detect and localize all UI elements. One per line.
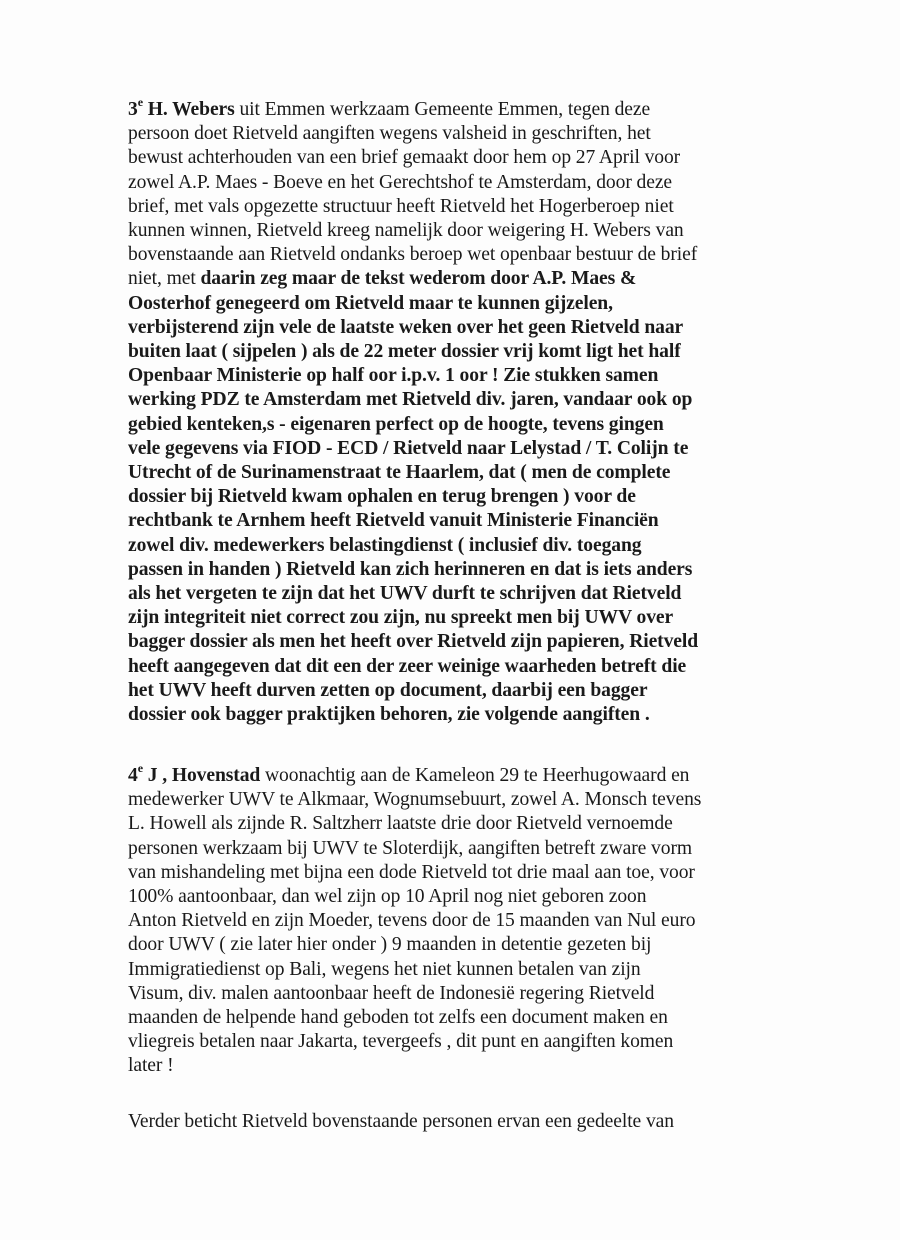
paragraph-line: medewerker UWV te Alkmaar, Wognumsebuurt, zowel A. Monsch tevens bbox=[128, 789, 702, 811]
bold-line: gebied kenteken,s - eigenaren perfect op de hoogte, tevens gingen bbox=[128, 413, 664, 435]
bold-line: Oosterhof genegeerd om Rietveld maar te kunnen gijzelen, bbox=[128, 292, 613, 314]
bold-text: daarin zeg maar de tekst wederom door A.P. Maes & bbox=[200, 268, 637, 290]
paragraph-line: van mishandeling met bijna een dode Rietveld tot drie maal aan toe, voor bbox=[128, 861, 695, 883]
bold-line: passen in handen ) Rietveld kan zich herinneren en dat is iets anders bbox=[128, 558, 693, 580]
paragraph-line: Anton Rietveld en zijn Moeder, tevens door de 15 maanden van Nul euro bbox=[128, 910, 696, 932]
bold-line: zowel div. medewerkers belastingdienst ( inclusief div. toegang bbox=[128, 534, 642, 556]
line-text: woonachtig aan de Kameleon 29 te Heerhugowaard en bbox=[260, 765, 690, 786]
paragraph-line: door UWV ( zie later hier onder ) 9 maanden in detentie gezeten bij bbox=[128, 934, 652, 956]
bold-line: als het vergeten te zijn dat het UWV durft te schrijven dat Rietveld bbox=[128, 583, 682, 605]
bold-line: het UWV heeft durven zetten op document, daarbij een bagger bbox=[128, 679, 648, 701]
paragraph-line: Immigratiedienst op Bali, wegens het niet kunnen betalen van zijn bbox=[128, 958, 641, 980]
paragraph-line: zowel A.P. Maes - Boeve en het Gerechtshof te Amsterdam, door deze bbox=[128, 171, 673, 193]
paragraph-verder bbox=[128, 1110, 768, 1134]
line-text: niet, met bbox=[128, 268, 201, 290]
person-name: J , Hovenstad bbox=[142, 765, 261, 786]
bold-line: buiten laat ( sijpelen ) als de 22 meter dossier vrij komt ligt het half bbox=[128, 341, 681, 363]
bold-line: Utrecht of de Surinamenstraat te Haarlem, dat ( men de complete bbox=[128, 462, 671, 484]
line-text: uit Emmen werkzaam Gemeente Emmen, tegen deze bbox=[234, 99, 651, 120]
paragraph-line: personen werkzaam bij UWV te Sloterdijk, aangiften betreft zware vorm bbox=[128, 837, 693, 859]
paragraph-line bbox=[128, 95, 768, 122]
bold-line: werking PDZ te Amsterdam met Rietveld div. jaren, vandaar ook op bbox=[128, 389, 693, 411]
bold-line: vele gegevens via FIOD - ECD / Rietveld naar Lelystad / T. Colijn te bbox=[128, 437, 689, 459]
ordinal-suffix: e bbox=[137, 761, 143, 775]
paragraph-line bbox=[128, 267, 768, 291]
paragraph-line: brief, met vals opgezette structuur heeft Rietveld het Hogerberoep niet bbox=[128, 195, 674, 217]
bold-line: Openbaar Ministerie op half oor i.p.v. 1 oor ! Zie stukken samen bbox=[128, 365, 659, 387]
paragraph-line: kunnen winnen, Rietveld kreeg namelijk door weigering H. Webers van bbox=[128, 220, 684, 242]
paragraph-line: Visum, div. malen aantoonbaar heeft de Indonesië regering Rietveld bbox=[128, 982, 655, 1004]
paragraph-4e-hovenstad bbox=[128, 761, 768, 1079]
paragraph-line: vliegreis betalen naar Jakarta, tevergeefs , dit punt en aangiften komen bbox=[128, 1031, 674, 1053]
person-name: H. Webers bbox=[147, 99, 235, 120]
ordinal-suffix: e bbox=[137, 95, 143, 109]
bold-line: rechtbank te Arnhem heeft Rietveld vanuit Ministerie Financiën bbox=[128, 510, 659, 532]
paragraph-number: 4 bbox=[128, 765, 138, 786]
bold-line: dossier bij Rietveld kwam ophalen en terug brengen ) voor de bbox=[128, 486, 636, 508]
paragraph-line: bovenstaande aan Rietveld ondanks beroep wet openbaar bestuur de brief bbox=[128, 244, 698, 266]
paragraph-line: persoon doet Rietveld aangiften wegens valsheid in geschriften, het bbox=[128, 123, 651, 145]
paragraph-line: bewust achterhouden van een brief gemaakt door hem op 27 April voor bbox=[128, 147, 681, 169]
paragraph-line: 100% aantoonbaar, dan wel zijn op 10 April nog niet geboren zoon bbox=[128, 886, 647, 908]
bold-line: verbijsterend zijn vele de laatste weken over het geen Rietveld naar bbox=[128, 316, 684, 338]
paragraph-line: maanden de helpende hand geboden tot zelfs een document maken en bbox=[128, 1007, 668, 1029]
bold-line: heeft aangegeven dat dit een der zeer weinige waarheden betreft die bbox=[128, 655, 687, 677]
paragraph-line: later ! bbox=[128, 1055, 174, 1077]
paragraph-number: 3 bbox=[128, 99, 138, 120]
paragraph-line: Verder beticht Rietveld bovenstaande personen ervan een gedeelte van bbox=[128, 1111, 674, 1132]
bold-line: zijn integriteit niet correct zou zijn, nu spreekt men bij UWV over bbox=[128, 607, 674, 629]
bold-line: dossier ook bagger praktijken behoren, zie volgende aangiften . bbox=[128, 704, 650, 726]
paragraph-line: L. Howell als zijnde R. Saltzherr laatste drie door Rietveld vernoemde bbox=[128, 813, 673, 835]
paragraph-3e-webers bbox=[128, 95, 768, 727]
bold-line: bagger dossier als men het heeft over Rietveld zijn papieren, Rietveld bbox=[128, 631, 699, 653]
paragraph-line bbox=[128, 761, 768, 788]
